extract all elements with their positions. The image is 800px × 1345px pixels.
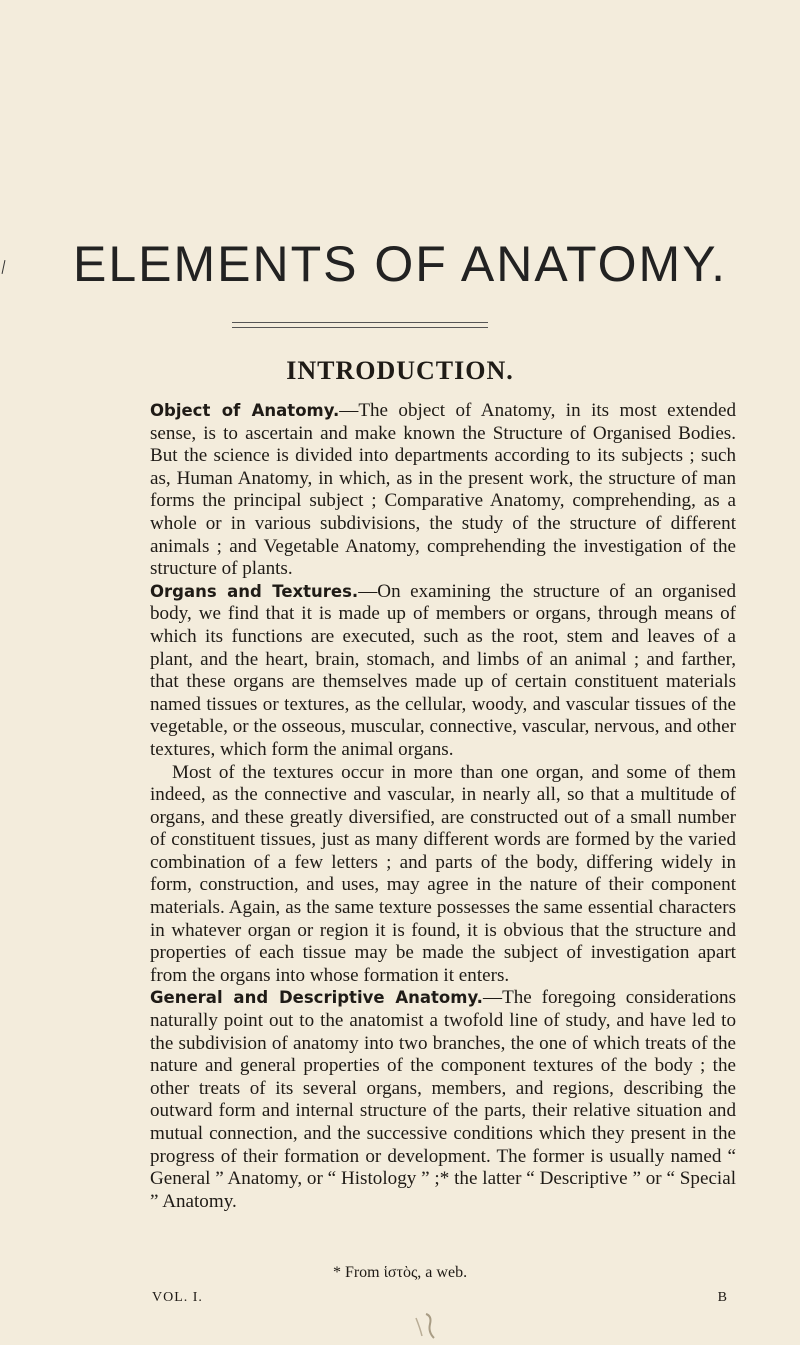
book-title: ELEMENTS OF ANATOMY. <box>72 236 728 292</box>
paragraph-object-of-anatomy <box>150 400 736 581</box>
title-rule-bottom <box>232 327 488 328</box>
paragraph-text: —The object of Anatomy, in its most extended sense, is to ascertain and make known the Structure of Organised Bodies. But the science is divided into departments according to its subjects ; such as, Human Anatomy, in which, as in the present work, the structure of man forms the principal subject ; Comparative Anatomy, comprehending, as a whole or in various subdivisions, the study of the structure of different animals ; and Vegetable Anatomy, comprehending the investigation of the structure of plants. <box>150 400 737 580</box>
footnote: * From ἱστὸς, a web. <box>332 1264 468 1281</box>
paragraph-text: Most of the textures occur in more than one organ, and some of them indeed, as the connective and vascular, in nearly all, so that a multitude of organs, and these greatly diversified, are constructed out of a small number of constituent tissues, just as many different words are formed by the varied combination of a few letters ; and parts of the body, differing widely in form, construction, and uses, may agree in the nature of their component materials. Again, as the same texture possesses the same essential characters in whatever organ or region it is found, it is obvious that the structure and properties of each tissue may be made the subject of investigation apart from the organs into whose formation it enters. <box>150 761 736 986</box>
section-title: INTRODUCTION. <box>286 356 514 385</box>
paragraph-lead: General and Descriptive Anatomy. <box>150 988 483 1008</box>
paragraph-lead: Organs and Textures. <box>150 581 359 601</box>
paragraph-organs-and-textures <box>150 581 736 762</box>
body-text <box>150 400 736 1213</box>
paragraph-text: —The foregoing considerations naturally point out to the anatomist a twofold line of study, and have led to the subdivision of anatomy into two branches, the one of which treats of the nature and general properties of the component textures of the body ; the other treats of its several organs, members, and regions, describing the outward form and internal structure of the parts, their relative situation and mutual connection, and the successive conditions which they present in the progress of their formation or development. The former is usually named “ General ” Anatomy, or “ Histology ” ;* the latter “ Descriptive ” or “ Special ” Anatomy. <box>150 987 736 1212</box>
volume-label: VOL. I. <box>152 1290 203 1305</box>
paragraph-text: —On examining the structure of an organised body, we find that it is made up of members or organs, through means of which its functions are executed, such as the root, stem and leaves of a plant, and the heart, brain, stomach, and limbs of an animal ; and farther, that these organs are themselves made up of certain constituent materials named tissues or textures, as the cellular, woody, and vascular tissues of the vegetable, or the osseous, muscular, connective, vascular, nervous, and other textures, which form the animal organs. <box>150 580 736 760</box>
page-footer <box>152 1290 728 1306</box>
ink-stamp-icon <box>412 1310 442 1340</box>
signature-mark: B <box>717 1290 728 1305</box>
title-rule-top <box>232 322 488 323</box>
paragraph-lead: Object of Anatomy. <box>150 401 340 420</box>
paragraph-general-and-descriptive <box>150 987 736 1213</box>
paragraph-textures-continued <box>150 762 736 988</box>
